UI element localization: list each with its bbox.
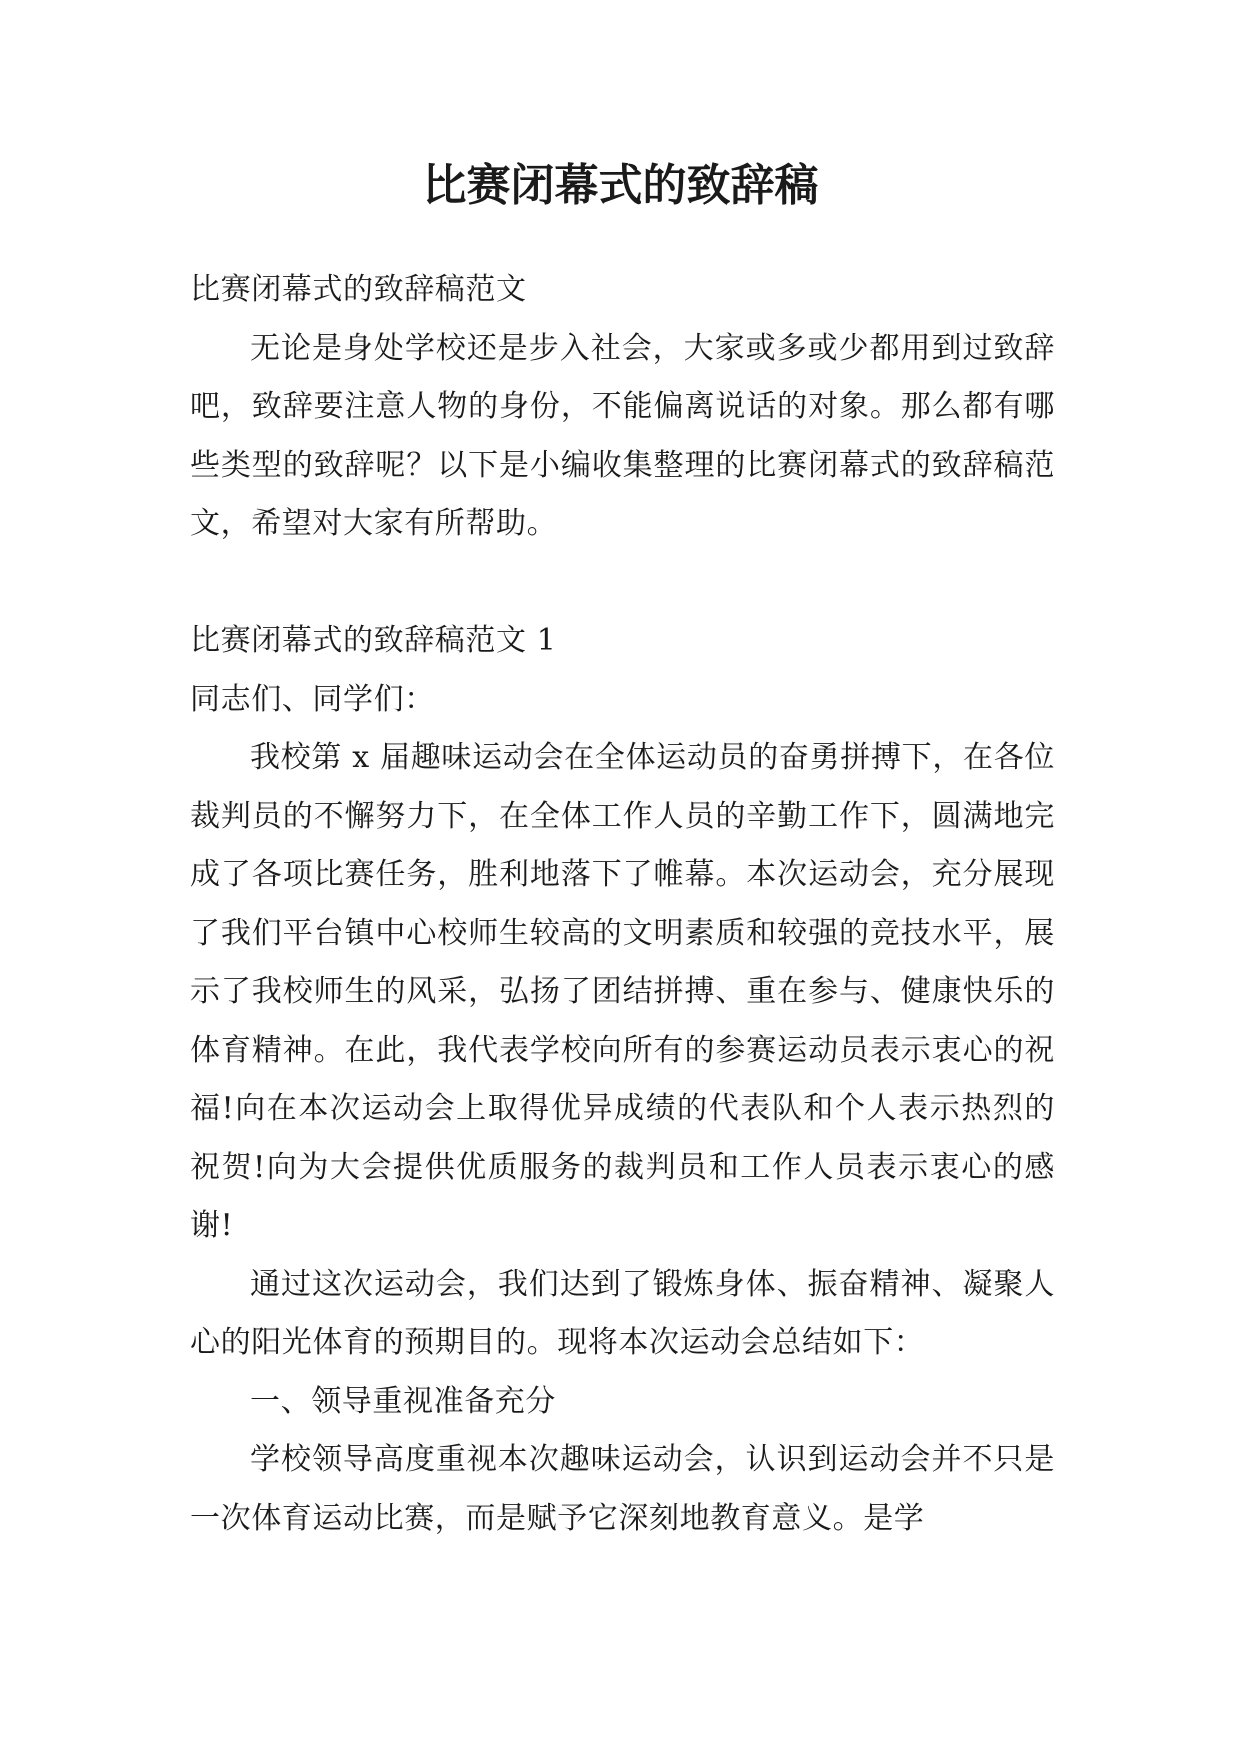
point-heading-1: 一、领导重视准备充分 xyxy=(250,1383,556,1419)
salutation: 同志们、同学们： xyxy=(190,681,435,717)
body-paragraph-2: 通过这次运动会，我们达到了锻炼身体、振奋精神、凝聚人心的阳光体育的预期目的。现将本次运动会总结如下： xyxy=(190,1266,1055,1360)
document-subtitle: 比赛闭幕式的致辞稿范文 xyxy=(190,272,527,307)
section-spacer xyxy=(190,554,1055,613)
document-title: 比赛闭幕式的致辞稿 xyxy=(422,160,819,211)
document-body xyxy=(190,261,1055,1548)
body-paragraph-1: 我校第 x 届趣味运动会在全体运动员的奋勇拼搏下，在各位裁判员的不懈努力下，在全体工作人员的辛勤工作下，圆满地完成了各项比赛任务，胜利地落下了帷幕。本次运动会，充分展现了我们平台镇中心校师生较高的文明素质和较强的竞技水平，展示了我校师生的风采，弘扬了团结拼搏、重在参与、健康快乐的体育精神。在此，我代表学校向所有的参赛运动员表示衷心的祝福!向在本次运动会上取得优异成绩的代表队和个人表示热烈的祝贺!向为大会提供优质服务的裁判员和工作人员表示衷心的感谢! xyxy=(190,740,1055,1243)
intro-paragraph: 无论是身处学校还是步入社会，大家或多或少都用到过致辞吧，致辞要注意人物的身份，不能偏离说话的对象。那么都有哪些类型的致辞呢？以下是小编收集整理的比赛闭幕式的致辞稿范文，希望对大家有所帮助。 xyxy=(190,330,1055,541)
section-heading: 比赛闭幕式的致辞稿范文 1 xyxy=(190,623,557,658)
body-paragraph-3: 学校领导高度重视本次趣味运动会，认识到运动会并不只是一次体育运动比赛，而是赋予它深刻地教育意义。是学 xyxy=(190,1442,1055,1536)
